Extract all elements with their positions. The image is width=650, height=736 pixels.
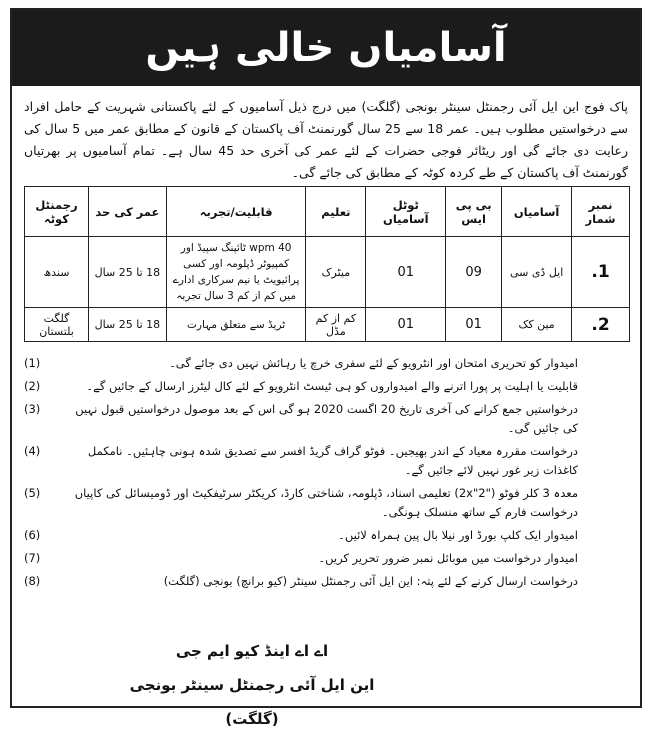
condition-text: قابلیت یا اہلیت پر پورا اترنے والے امیدواروں کو ہی ٹیسٹ انٹرویو کے لئے کال لیٹرز ارسال کے جائیں گے۔	[86, 379, 578, 393]
condition-number: (4)	[24, 444, 41, 458]
row-education: میٹرک	[306, 237, 366, 308]
list-item	[24, 377, 630, 396]
table-row	[25, 308, 630, 342]
condition-number: (5)	[24, 486, 41, 500]
table-row	[25, 237, 630, 308]
row-post: ایل ڈی سی	[502, 237, 572, 308]
conditions-list	[24, 354, 630, 595]
row-qualification: ٹریڈ سے متعلق مہارت	[166, 308, 306, 342]
list-item	[24, 400, 630, 438]
header-serial: نمبر شمار	[572, 187, 630, 237]
row-qualification: 40 wpm ٹائپنگ سپیڈ اور کمپیوٹر ڈپلومہ اور کسی پرائیویٹ یا نیم سرکاری ادارے میں کم از کم 3 سال تجربہ	[166, 237, 306, 308]
row-quota: گلگت بلتستان	[25, 308, 89, 342]
row-age: 18 تا 25 سال	[88, 308, 166, 342]
list-item	[24, 354, 630, 373]
condition-text: درخواستیں جمع کرانے کی آخری تاریخ 20 اگست 2020 ہو گی اس کے بعد موصول درخواستیں قبول نہیں کی جائیں گی۔	[75, 402, 578, 435]
table-header-row	[25, 187, 630, 237]
condition-number: (3)	[24, 402, 41, 416]
row-quota: سندھ	[25, 237, 89, 308]
row-education: کم از کم مڈل	[306, 308, 366, 342]
header-post: آسامیاں	[502, 187, 572, 237]
row-bps: 01	[446, 308, 502, 342]
header-total: ٹوٹل آسامیاں	[366, 187, 446, 237]
row-post: مین کک	[502, 308, 572, 342]
list-item	[24, 526, 630, 545]
signature-line-2: این ایل آئی رجمنٹل سینٹر بونجی (گلگت)	[129, 676, 375, 728]
condition-text: امیدوار درخواست میں موبائل نمبر ضرور تحریر کریں۔	[318, 551, 578, 565]
condition-text: درخواست مقررہ معیاد کے اندر بھیجیں۔ فوٹو گراف گریڈ افسر سے تصدیق شدہ ہونی چاہئیں۔ نامکمل کاغذات زیر غور نہیں لائے جائیں گے۔	[87, 444, 578, 477]
page-title: آسامیاں خالی ہیں	[145, 25, 507, 71]
row-age: 18 تا 25 سال	[88, 237, 166, 308]
row-total: 01	[366, 308, 446, 342]
header-education: تعلیم	[306, 187, 366, 237]
header-quota: رجمنٹل کوٹہ	[25, 187, 89, 237]
header-bps: بی پی ایس	[446, 187, 502, 237]
condition-number: (1)	[24, 356, 41, 370]
condition-number: (8)	[24, 574, 41, 588]
condition-number: (2)	[24, 379, 41, 393]
condition-text: معدہ 3 کلر فوٹو ("2x"2) تعلیمی اسناد، ڈپلومہ، شناختی کارڈ، کریکٹر سرٹیفکیٹ اور ڈومیسائل کی کاپیاں درخواست فارم کے ساتھ منسلک ہونگی۔	[74, 486, 578, 519]
row-bps: 09	[446, 237, 502, 308]
list-item	[24, 549, 630, 568]
list-item	[24, 572, 630, 591]
list-item	[24, 442, 630, 480]
condition-text: امیدوار ایک کلپ بورڈ اور نیلا بال پین ہمراہ لائیں۔	[338, 528, 578, 542]
intro-paragraph: پاک فوج این ایل آئی رجمنٹل سینٹر بونجی (گلگت) میں درج ذیل آسامیوں کے لئے پاکستانی شہریت کے حامل افراد سے درخواستیں مطلوب ہیں۔ عمر 18 سے 25 سال گورنمنٹ آف پاکستان کے قانون کے مطابق عمر میں 5 سال کی رعایت دی جائے گی اور ریٹائر فوجی حضرات کے لئے عمر کی آخری حد 45 سال ہے۔ تمام آسامیوں پر بھرتیاں گورنمنٹ آف پاکستان کے طے کردہ کوٹہ کے مطابق کی جائے گی۔	[24, 99, 628, 180]
header-banner	[12, 10, 640, 86]
signature-line-1: اے اے اینڈ کیو ایم جی	[175, 642, 329, 660]
row-serial: 1.	[572, 237, 630, 308]
signature-block	[122, 634, 382, 736]
row-serial: 2.	[572, 308, 630, 342]
list-item	[24, 484, 630, 522]
condition-number: (7)	[24, 551, 41, 565]
condition-number: (6)	[24, 528, 41, 542]
condition-text: امیدوار کو تحریری امتحان اور انٹرویو کے لئے سفری خرچ یا رہائش نہیں دی جائے گی۔	[169, 356, 578, 370]
advertisement	[10, 8, 642, 728]
header-qualification: قابلیت/تجربہ	[166, 187, 306, 237]
condition-text: درخواست ارسال کرنے کے لئے پتہ: این ایل آئی رجمنٹل سینٹر (کیو برانچ) بونجی (گلگت)	[163, 574, 578, 588]
header-age: عمر کی حد	[88, 187, 166, 237]
vacancies-table	[24, 186, 630, 342]
row-total: 01	[366, 237, 446, 308]
